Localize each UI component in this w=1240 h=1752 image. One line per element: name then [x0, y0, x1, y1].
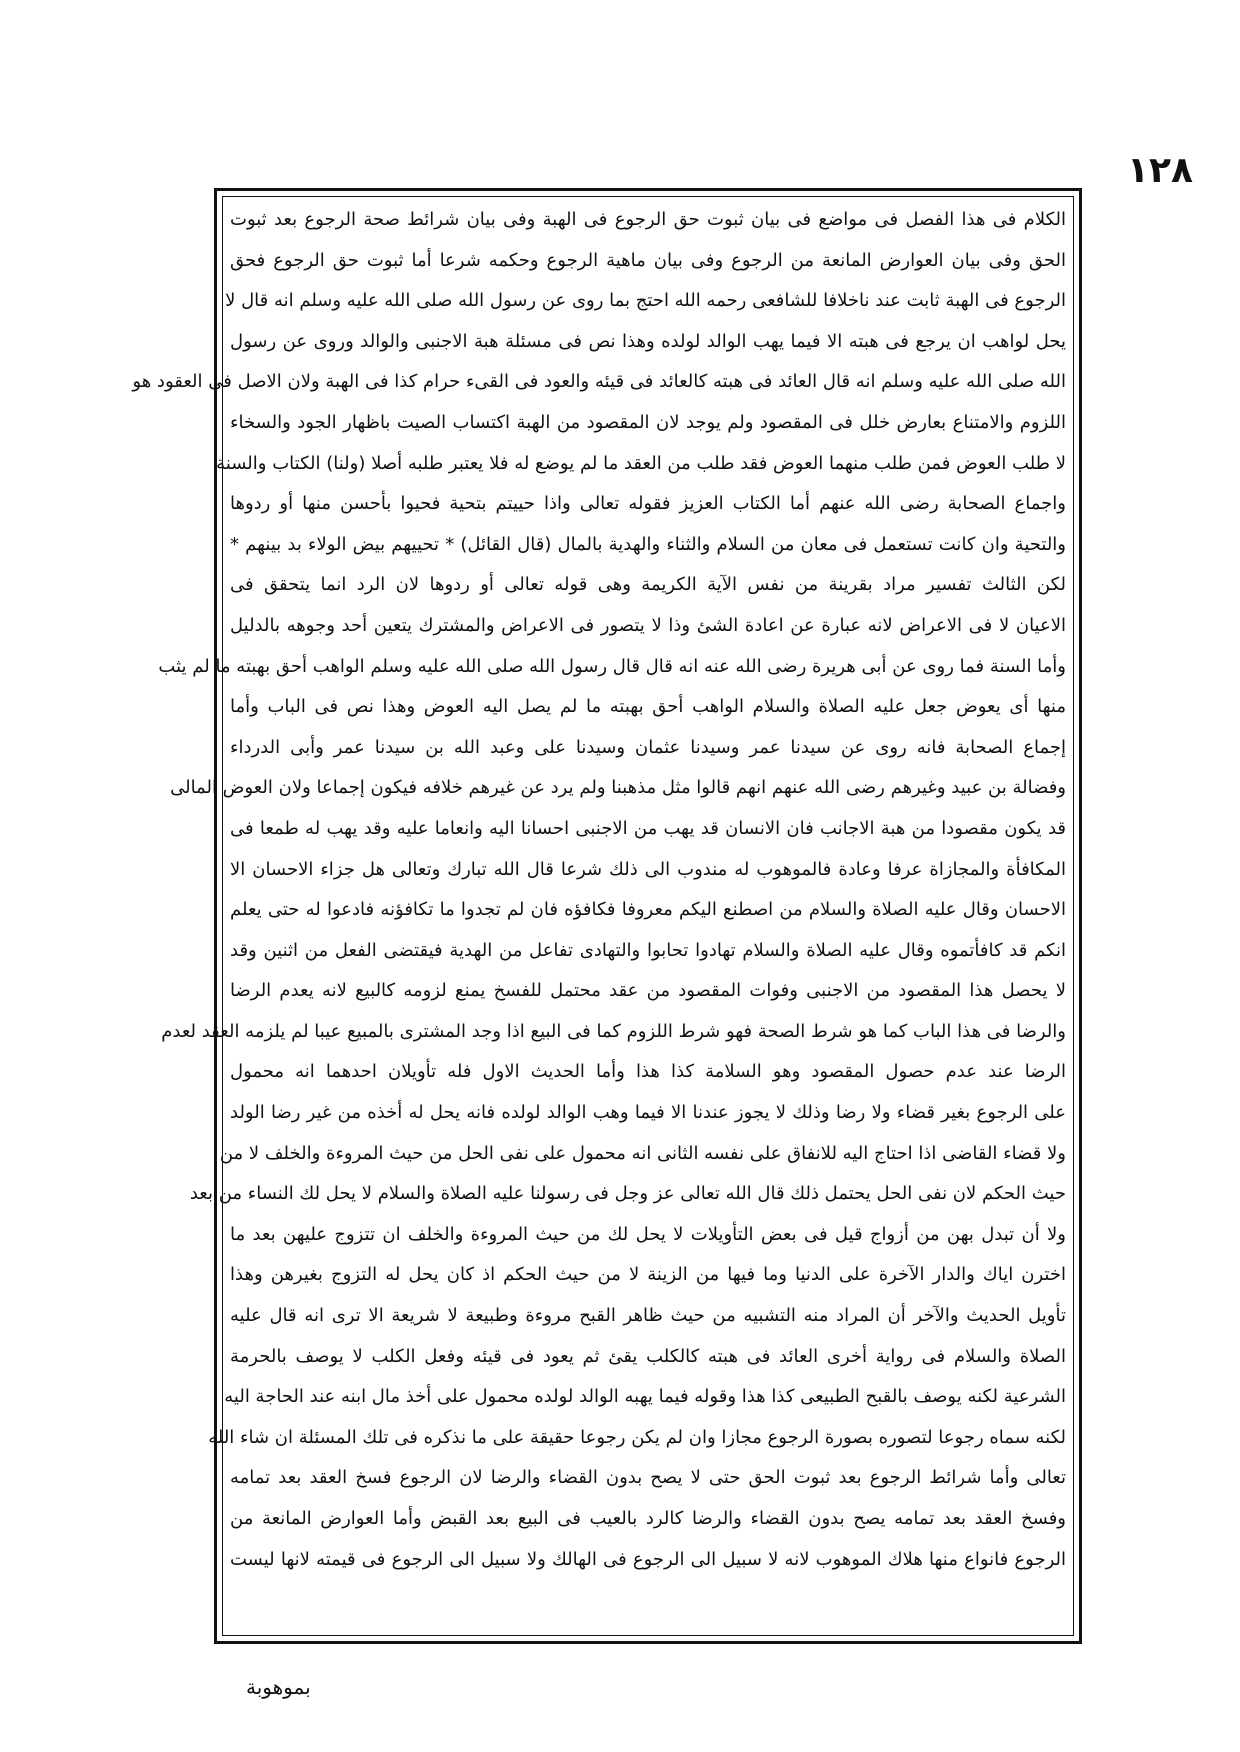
text-line: الله صلى الله عليه وسلم انه قال العائد فى هبته كالعائد فى قيئه والعود فى القىء حرام كذا فى الهبة ولان الاصل فى العقود هو — [132, 371, 1066, 393]
text-line: تعالى وأما شرائط الرجوع بعد ثبوت الحق حتى لا يصح بدون القضاء والرضا لان الرجوع فسخ العقد بعد تمامه — [230, 1467, 1066, 1489]
text-line: لا يحصل هذا المقصود من الاجنبى وفوات المقصود من عقد محتمل للفسخ يمنع لزومه كالبيع لانه يعدم الرضا — [230, 980, 1066, 1002]
text-line: الكلام فى هذا الفصل فى مواضع فى بيان ثبوت حق الرجوع فى الهبة وفى بيان شرائط صحة الرجوع بعد ثبوت — [230, 209, 1066, 230]
text-line: منها أى يعوض جعل عليه الصلاة والسلام الواهب أحق بهبته ما لم يصل اليه العوض وهذا نص فى الباب وأما — [230, 696, 1066, 718]
text-line: لكنه سماه رجوعا لتصوره بصورة الرجوع مجازا وان لم يكن رجوعا حقيقة على ما نذكره فى تلك المسئلة ان شاء الله — [208, 1426, 1066, 1448]
text-line: الصلاة والسلام فى رواية أخرى العائد فى هبته كالكلب يقئ ثم يعود فى قيئه وفعل الكلب لا يوصف بالحرمة — [230, 1345, 1066, 1367]
text-line: ولا قضاء القاضى اذا احتاج اليه للانفاق على نفسه الثانى انه محمول على نفى الحل من حيث المروءة والخلف لا من — [219, 1142, 1066, 1164]
text-line: المكافأة والمجازاة عرفا وعادة فالموهوب له مندوب الى ذلك شرعا قال الله تبارك وتعالى هل جزاء الاحسان الا — [230, 858, 1066, 880]
text-line: ولا أن تبدل بهن من أزواج قيل فى بعض التأويلات لا يحل لك من حيث المروءة والخلف ان تتزوج عليهن بعد ما — [230, 1223, 1066, 1245]
text-line: انكم قد كافأتموه وقال عليه الصلاة والسلام تهادوا تحابوا والتهادى تفاعل من الهدية فيقتضى الفعل من اثنين وقد — [230, 939, 1066, 961]
text-line: واجماع الصحابة رضى الله عنهم أما الكتاب العزيز فقوله تعالى واذا حييتم بتحية فحيوا بأحسن منها أو ردوها — [230, 493, 1066, 515]
text-line: والتحية وان كانت تستعمل فى معان من السلام والثناء والهدية بالمال (قال القائل) * تحييهم بيض الولاء بد بينهم * — [230, 533, 1066, 555]
text-line: والرضا فى هذا الباب كما هو شرط الصحة فهو شرط اللزوم كما فى البيع اذا وجد المشترى بالمبيع عيبا لم يلزمه العقد لعدم — [161, 1020, 1066, 1042]
text-line: الشرعية لكنه يوصف بالقبح الطبيعى كذا هذا وقوله فيما يهبه الوالد لولده محمول على أخذ مال ابنه عند الحاجة اليه — [224, 1386, 1066, 1408]
text-line: اخترن اياك والدار الآخرة على الدنيا وما فيها من الزينة لا من حيث الحكم اذ كان يحل له التزوج بغيرهن وهذا — [230, 1264, 1066, 1286]
page-number: ١٢٨ — [1127, 150, 1193, 191]
text-line: الرضا عند عدم حصول المقصود وهو السلامة كذا هذا وأما الحديث الاول فله تأويلان احدهما انه محمول — [230, 1061, 1066, 1083]
text-line: لا طلب العوض فمن طلب منهما العوض فقد طلب من العقد ما لم يوضع له فلا يعتبر طلبه أصلا (ولنا) الكتاب والسنة — [216, 452, 1066, 474]
text-line: الرجوع فانواع منها هلاك الموهوب لانه لا سبيل الى الرجوع فى الهالك ولا سبيل الى الرجوع فى قيمته لانها ليست — [230, 1548, 1066, 1570]
text-line: اللزوم والامتناع بعارض خلل فى المقصود ولم يوجد لان المقصود من الهبة اكتساب الصيت باظهار الجود والسخاء — [230, 411, 1066, 433]
text-line: وفسخ العقد بعد تمامه يصح بدون القضاء والرضا كالرد بالعيب فى البيع بعد القبض وأما العوارض المانعة من — [230, 1508, 1066, 1529]
text-line: الاحسان وقال عليه الصلاة والسلام من اصطنع اليكم معروفا فكافؤه فان لم تجدوا ما تكافؤنه فادعوا له حتى يعلم — [230, 899, 1066, 921]
text-line: وأما السنة فما روى عن أبى هريرة رضى الله عنه انه قال قال رسول الله صلى الله عليه وسلم الواهب أحق بهبته ما لم يثب — [158, 655, 1066, 677]
text-line: يحل لواهب ان يرجع فى هبته الا فيما يهب الوالد لولده وهذا نص فى مسئلة هبة الاجنبى والوالد وروى عن رسول — [230, 330, 1066, 352]
text-line: إجماع الصحابة فانه روى عن سيدنا عمر وسيدنا عثمان وسيدنا على وعبد الله بن سيدنا عمر وأبى الدرداء — [230, 736, 1066, 758]
text-line: وفضالة بن عبيد وغيرهم رضى الله عنهم انهم قالوا مثل مذهبنا ولم يرد عن غيرهم خلافه فيكون إجماعا ولان العوض المالى — [170, 777, 1066, 799]
text-line: الرجوع فى الهبة ثابت عند ناخلافا للشافعى رحمه الله احتج بما روى عن رسول الله صلى الله عليه وسلم انه قال لا — [225, 290, 1066, 312]
main-text-body — [132, 200, 1066, 1632]
catchword: بموهوبة — [246, 1675, 311, 1699]
text-line: على الرجوع بغير قضاء ولا رضا وذلك لا يجوز عندنا الا فيما وهب الوالد لولده فانه يحل له أخذه من غير رضا الولد — [230, 1102, 1066, 1124]
text-line: حيث الحكم لان نفى الحل يحتمل ذلك قال الله تعالى عز وجل فى رسولنا عليه الصلاة والسلام لا يحل لك النساء من بعد — [189, 1183, 1066, 1205]
text-line: لكن الثالث تفسير مراد بقرينة من نفس الآية الكريمة وهى قوله تعالى أو ردوها لان الرد انما يتحقق فى — [230, 574, 1066, 596]
text-line: قد يكون مقصودا من هبة الاجانب فان الانسان قد يهب من الاجنبى احسانا اليه وانعاما عليه وقد يهب له طمعا فى — [230, 817, 1066, 839]
text-line: الاعيان لا فى الاعراض لانه عبارة عن اعادة الشئ وذا لا يتصور فى الاعراض والمشترك يتعين أحد وجوهه بالدليل — [230, 614, 1066, 636]
text-line: تأويل الحديث والآخر أن المراد منه التشبيه من حيث ظاهر القبح مروءة وطبيعة لا شريعة الا ترى انه قال عليه — [230, 1305, 1066, 1327]
text-line: الحق وفى بيان العوارض المانعة من الرجوع وفى بيان ماهية الرجوع وحكمه شرعا أما ثبوت حق الرجوع فحق — [230, 249, 1066, 271]
